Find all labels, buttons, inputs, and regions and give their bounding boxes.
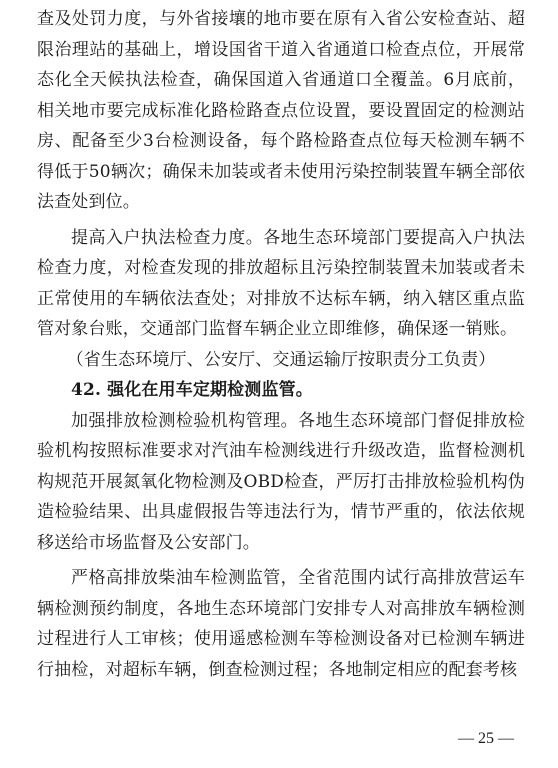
paragraph-responsible-departments: （省生态环境厅、公安厅、交通运输厅按职责分工负责）: [66, 349, 496, 370]
paragraph-household-inspection: 提高入户执法检查力度。各地生态环境部门要提高入户执法检查力度，对检查发现的排放超标且污染控制装置未加装或者未正常使用的车辆依法查处；对排放不达标车辆，纳入辖区重点监管对象台账，交通部门监督车辆企业立即维修，确保逐一销账。: [37, 227, 525, 339]
document-body: [37, 0, 525, 685]
paragraph-inspection-agency-management: 加强排放检测检验机构管理。各地生态环境部门督促排放检验机构按照标准要求对汽油车检测线进行升级改造，监督检测机构规范开展氮氧化物检测及OBD检查，严厉打击排放检验机构伪造检验结果、出具虚假报告等违法行为，情节严重的，依法依规移送给市场监督及公安部门。: [37, 410, 525, 553]
page-number: — 25 —: [458, 730, 514, 747]
paragraph-diesel-vehicle-supervision: 严格高排放柴油车检测监管，全省范围内试行高排放营运车辆检测预约制度，各地生态环境部门安排专人对高排放车辆检测过程进行人工审核；使用遥感检测车等检测设备对已检测车辆进行抽检，对超标车辆，倒查检测过程；各地制定相应的配套考核: [37, 568, 525, 680]
paragraph-enforcement-continuation: 查及处罚力度，与外省接壤的地市要在原有入省公安检查站、超限治理站的基础上，增设国省干道入省通道口检查点位，开展常态化全天候执法检查，确保国道入省通道口全覆盖。6月底前，相关地市要完成标准化路检路查点位设置，要设置固定的检测站房、配备至少3台检测设备，每个路检路查点位每天检测车辆不得低于50辆次；确保未加装或者未使用污染控制装置车辆全部依法查处到位。: [37, 9, 525, 212]
page-footer: [0, 730, 558, 748]
section-heading-42: 42. 强化在用车定期检测监管。: [71, 380, 313, 400]
